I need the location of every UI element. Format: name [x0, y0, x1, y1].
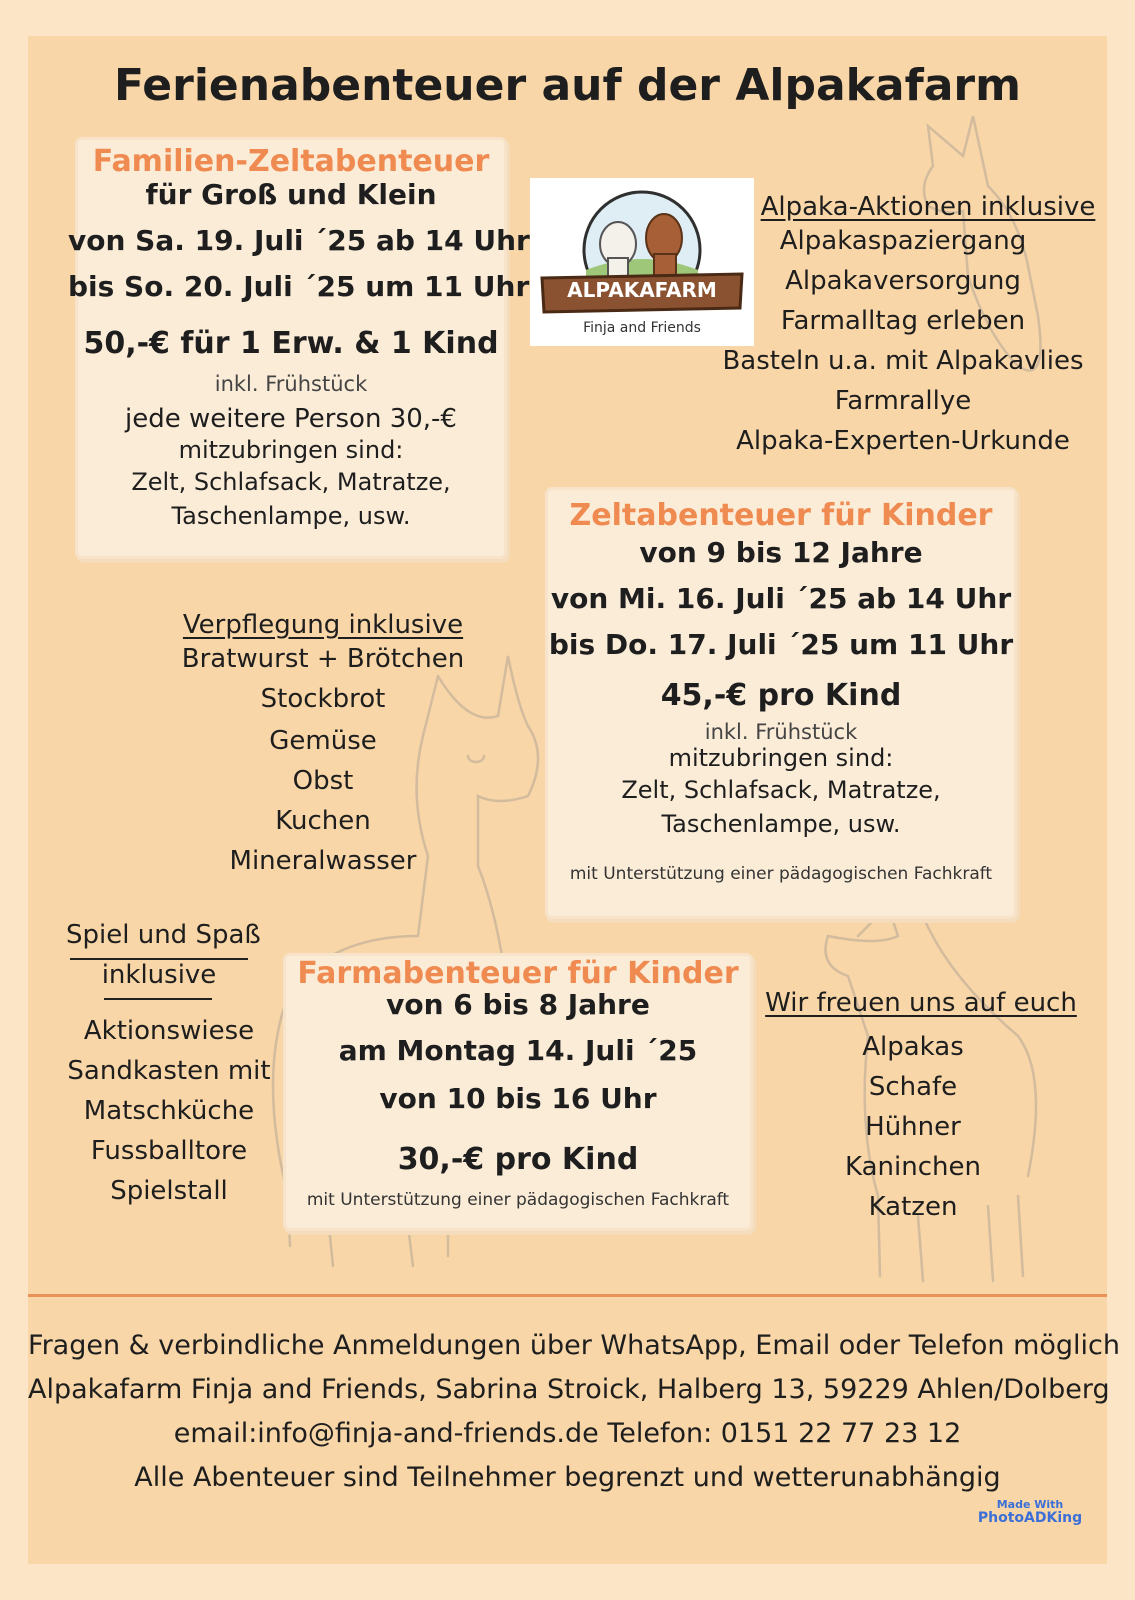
catering-item: Mineralwasser — [229, 846, 417, 876]
alpaka-action-item: Farmrallye — [834, 386, 972, 416]
play-heading-2: inklusive — [101, 960, 217, 990]
kids-tent-support: mit Unterstützung einer pädagogischen Fachkraft — [569, 864, 993, 884]
play-item: Sandkasten mit — [67, 1056, 271, 1086]
family-breakfast: inkl. Frühstück — [214, 372, 368, 396]
family-bring-label: mitzubringen sind: — [178, 436, 404, 464]
logo — [530, 178, 754, 346]
alpaka-action-item: Alpaka-Experten-Urkunde — [736, 426, 1070, 456]
family-heading: Familien-Zeltabenteuer — [92, 144, 490, 179]
kids-tent-date-to: bis Do. 17. Juli ´25 um 11 Uhr — [548, 628, 1014, 661]
kids-tent-date-from: von Mi. 16. Juli ´25 ab 14 Uhr — [550, 582, 1012, 615]
catering-heading: Verpflegung inklusive — [182, 610, 464, 640]
family-date-from: von Sa. 19. Juli ´25 ab 14 Uhr — [68, 224, 530, 257]
farm-heading: Farmabenteuer für Kinder — [297, 956, 739, 991]
alpaka-action-item: Farmalltag erleben — [780, 306, 1026, 336]
kids-tent-age: von 9 bis 12 Jahre — [639, 536, 923, 569]
animal-item: Hühner — [865, 1112, 961, 1142]
poster — [28, 36, 1121, 1564]
footer-divider — [28, 1294, 1107, 1297]
family-extra-person: jede weitere Person 30,-€ — [125, 404, 457, 434]
alpaka-action-item: Basteln u.a. mit Alpakavlies — [722, 346, 1084, 376]
kids-tent-breakfast: inkl. Frühstück — [704, 720, 858, 744]
kids-tent-heading: Zeltabenteuer für Kinder — [569, 498, 993, 533]
logo-name: ALPAKAFARM — [567, 278, 717, 302]
footer-line-2: Alpakafarm Finja and Friends, Sabrina Stroick, Halberg 13, 59229 Ahlen/Dolberg — [28, 1374, 1110, 1405]
catering-item: Bratwurst + Brötchen — [181, 644, 465, 674]
farm-price: 30,-€ pro Kind — [397, 1142, 639, 1177]
play-heading-1: Spiel und Spaß — [66, 920, 261, 950]
alpaka-actions-heading: Alpaka-Aktionen inklusive — [760, 192, 1096, 222]
watermark-line-1: Made With — [996, 1498, 1064, 1511]
catering-item: Kuchen — [275, 806, 371, 836]
animal-item: Schafe — [868, 1072, 958, 1102]
kids-tent-bring-label: mitzubringen sind: — [668, 744, 894, 772]
alpaka-action-item: Alpakaversorgung — [785, 266, 1021, 296]
kids-tent-price: 45,-€ pro Kind — [660, 678, 902, 713]
farm-support: mit Unterstützung einer pädagogischen Fachkraft — [306, 1190, 730, 1210]
footer-line-1: Fragen & verbindliche Anmeldungen über WhatsApp, Email oder Telefon möglich — [28, 1330, 1121, 1361]
catering-item: Obst — [292, 766, 354, 796]
farm-age: von 6 bis 8 Jahre — [386, 988, 650, 1021]
kids-tent-bring-2: Taschenlampe, usw. — [661, 810, 901, 838]
play-item: Matschküche — [83, 1096, 255, 1126]
family-date-to: bis So. 20. Juli ´25 um 11 Uhr — [68, 270, 530, 303]
kids-tent-bring-1: Zelt, Schlafsack, Matratze, — [621, 776, 941, 804]
catering-item: Gemüse — [269, 726, 377, 756]
play-heading-underline — [104, 998, 212, 1000]
logo-subtitle: Finja and Friends — [583, 320, 701, 336]
play-item: Aktionswiese — [83, 1016, 255, 1046]
play-item: Spielstall — [110, 1176, 228, 1206]
family-bring-1: Zelt, Schlafsack, Matratze, — [131, 468, 451, 496]
watermark-line-2: PhotoADKing — [977, 1510, 1083, 1526]
animals-heading: Wir freuen uns auf euch — [765, 988, 1077, 1018]
family-bring-2: Taschenlampe, usw. — [171, 502, 411, 530]
family-price: 50,-€ für 1 Erw. & 1 Kind — [83, 326, 499, 361]
family-subheading: für Groß und Klein — [145, 178, 437, 211]
animal-item: Alpakas — [862, 1032, 964, 1062]
catering-item: Stockbrot — [260, 684, 386, 714]
farm-date: am Montag 14. Juli ´25 — [338, 1034, 698, 1067]
alpaka-action-item: Alpakaspaziergang — [779, 226, 1027, 256]
footer-line-4: Alle Abenteuer sind Teilnehmer begrenzt und wetterunabhängig — [134, 1462, 1001, 1493]
footer-line-3: email:info@finja-and-friends.de Telefon: 0151 22 77 23 12 — [173, 1418, 962, 1449]
animal-item: Kaninchen — [845, 1152, 981, 1182]
animal-item: Katzen — [868, 1192, 958, 1222]
farm-time: von 10 bis 16 Uhr — [379, 1082, 657, 1115]
poster-title: Ferienabenteuer auf der Alpakafarm — [114, 60, 1021, 111]
play-item: Fussballtore — [90, 1136, 248, 1166]
